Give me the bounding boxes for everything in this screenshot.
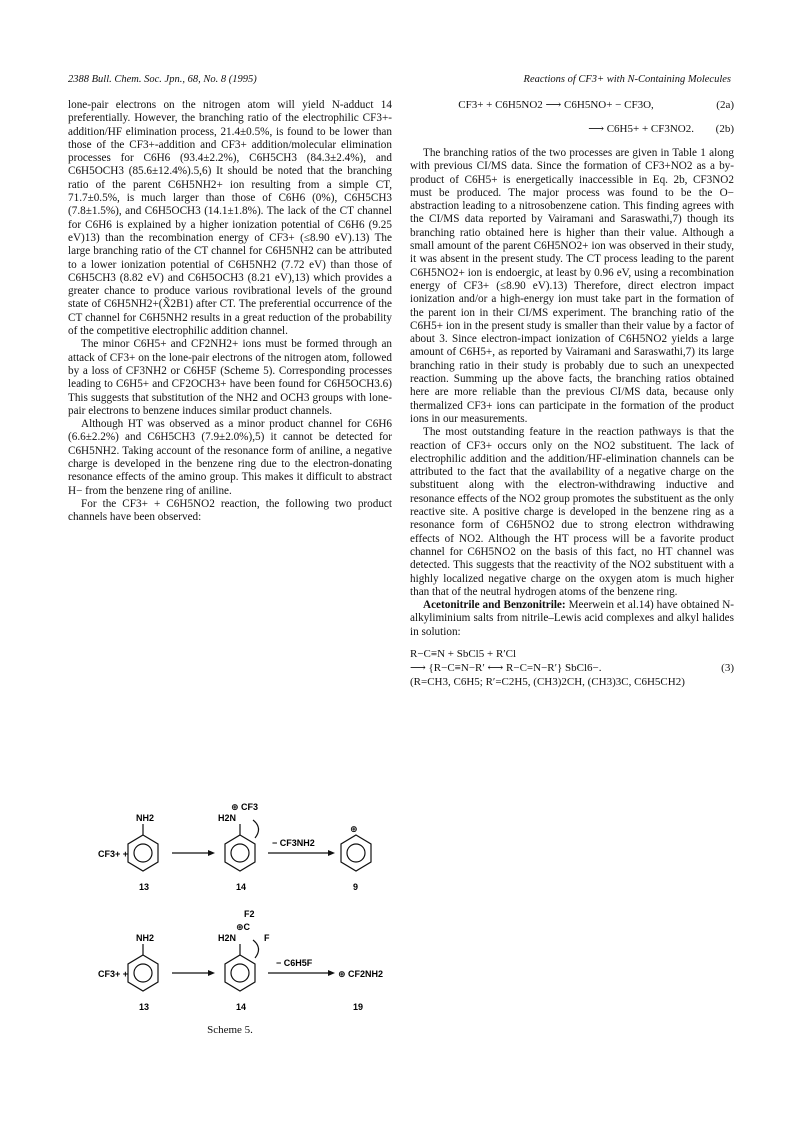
equation-number: (2b) <box>715 123 734 135</box>
substituent-label: F2 <box>244 909 255 919</box>
benzene-ring-9 <box>341 835 371 871</box>
substituent-label: F <box>264 933 270 943</box>
equation-text: CF3+ + C6H5NO2 ⟶ C6H5NO+ − CF3O, <box>458 99 654 111</box>
reagent-label: − CF3NH2 <box>272 838 315 848</box>
section-heading: Acetonitrile and Benzonitrile: <box>423 599 566 612</box>
reactant-label: CF3+ + <box>98 969 129 979</box>
paragraph: For the CF3+ + C6H5NO2 reaction, the following two product channels have been observed: <box>68 497 392 524</box>
page-header-left: 2388 Bull. Chem. Soc. Jpn., 68, No. 8 (1995) <box>68 74 257 85</box>
benzene-ring-13 <box>128 955 158 991</box>
substituent-label: H2N <box>218 813 237 823</box>
compound-number: 19 <box>353 1002 364 1012</box>
scheme-caption: Scheme 5. <box>207 1024 253 1036</box>
substituent-label: NH2 <box>136 813 155 823</box>
substituent-label: ⊕ CF3 <box>231 802 259 812</box>
reagent-label: − C6H5F <box>276 958 313 968</box>
substituent-label: ⊕C <box>236 922 251 932</box>
equation-number: (3) <box>721 661 734 674</box>
product-label: ⊕ <box>350 824 358 834</box>
benzene-ring-13 <box>128 835 158 871</box>
page-header-right: Reactions of CF3+ with N-Containing Molecules <box>523 74 731 85</box>
product-label: ⊕ CF2NH2 <box>338 969 384 979</box>
equation-2a <box>410 99 734 113</box>
benzene-ring-14 <box>225 955 255 991</box>
equation-2b <box>410 123 734 137</box>
equation-text: ⟶ C6H5+ + CF3NO2. <box>588 123 694 135</box>
equation-3 <box>410 647 734 689</box>
reactant-label: CF3+ + <box>98 849 129 859</box>
substituent-label: H2N <box>218 933 237 943</box>
compound-number: 14 <box>236 1002 247 1012</box>
compound-number: 9 <box>353 882 359 892</box>
left-column <box>68 99 392 525</box>
section-text: Meerwein et al.14) have obtained N-alkyliminium salts from nitrile–Lewis acid complexes and alkyl halides in solution: <box>410 599 734 638</box>
compound-number: 13 <box>139 1002 150 1012</box>
equation-note: (R=CH3, C6H5; R′=C2H5, (CH3)2CH, (CH3)3C, C6H5CH2) <box>410 675 685 688</box>
compound-number: 14 <box>236 882 247 892</box>
benzene-ring-14 <box>225 835 255 871</box>
paragraph: Although HT was observed as a minor product channel for C6H6 (6.6±2.2%) and C6H5CH3 (7.9±2.0%),5) it cannot be detected for C6H5NH2. Taking account of the resonance form of aniline, a negative charge is developed in the benzene ring due to the electron-donating resonance effects of the amino group. This makes it difficult to abstract H− from the benzene ring of aniline. <box>68 418 392 497</box>
paragraph: lone-pair electrons on the nitrogen atom will yield N-adduct 14 preferentially. However, the branching ratio of the electrophilic CF3+-addition/HF elimination process, 21.4±0.5%, is found to be lower than those of the CF3+-addition and CF3+ addition/molecular elimination processes for C6H6 (93.4±2.2%), C6H5CH3 (84.3±2.4%), and C6H5OCH3 (85.6±12.4%).5,6) It should be noted that the branching ratio of the parent C6H5NH2+ ion resulting from a simple CT, 71.7±0.5%, is much larger than those of C6H6 (0%), C6H5CH3 (7.8±1.5%), and C6H5OCH3 (14.1±1.8%). The lack of the CT channel for C6H6 is explained by a higher ionization potential of C6H6 (9.25 eV)13) than the recombination energy of CF3+ (≤8.90 eV).13) The large branching ratio of the CT channel for C6H5NH2 can be attributed to a lower ionization potential of C6H5NH2 (7.72 eV) than those of C6H5CH3 (8.82 eV) and C6H5OCH3 (8.21 eV),13) which provides a greater chance to produce various rovibrational levels of the ground state of C6H5NH2+(X̃2B1) after CT. The preferential occurrence of the CT channel for C6H5NH2 results in a great reduction of the probability of the competitive electrophilic addition channel. <box>68 99 392 338</box>
right-column <box>410 99 734 689</box>
paragraph: The branching ratios of the two processes are given in Table 1 along with previous CI/MS data. Since the formation of CF3+NO2 as a by-product of C6H5+ is energetically inaccessible in Eq. 2b, CF3NO2 must be produced. The major process was found to be the O− abstraction leading to a nitrosobenzene cation. This finding agrees with the CI/MS data reported by Vairamani and Saraswathi,7) though its branching ratio obtained here is higher than their value. Although a small amount of the parent C6H5NO2+ ion was observed in their study, it was absent in the present study. The CT process leading to the parent C6H5NO2+ ion is endoergic, at least by 0.96 eV, using a recombination energy of CF3+ (≤8.90 eV).13) Therefore, direct electron impact ionization and/or a high-energy ion must take part in the formation of the parent ion in their CI/MS experiment. The branching ratio of the C6H5+ ion in the present study is smaller than their value by a factor of about 3. Since electron-impact ionization of C6H5NO2 yields a large amount of C6H5+, as reported by Vairamani and Saraswathi,7) its large branching ratio in their study is probably due to such an unexpected reaction. Summing up the above facts, the branching ratios obtained here are more reliable than the previous CI/MS data, because only thermalized CF3+ ions can participate in the formation of the product ions in our measurements. <box>410 147 734 425</box>
substituent-label: NH2 <box>136 933 155 943</box>
equation-number: (2a) <box>716 99 734 111</box>
scheme-5-figure <box>68 780 392 1042</box>
paragraph: The minor C6H5+ and CF2NH2+ ions must be formed through an attack of CF3+ on the lone-pair electrons of the nitrogen atom, followed by a loss of CF3NH2 or C6H5F (Scheme 5). Corresponding processes leading to C6H5+ and CF2OCH3+ have been found for C6H5OCH3.6) This suggests that substitution of the NH2 and OCH3 groups with lone-pair electrons to benzene induces similar product channels. <box>68 338 392 417</box>
equation-line: R−C≡N + SbCl5 + R′Cl <box>410 647 517 660</box>
equation-line: ⟶ {R−C≡N−R′ ⟷ R−C=N−R′} SbCl6−. <box>410 661 602 674</box>
section-paragraph <box>410 599 734 639</box>
compound-number: 13 <box>139 882 150 892</box>
paragraph: The most outstanding feature in the reaction pathways is that the reaction of CF3+ occurs only on the NO2 substituent. The lack of electrophilic addition and the addition/HF-elimination channels can be attributed to the fact that the availability of a negative charge on the substituent along with the electron-withdrawing inductive and resonance effects of the NO2 group promotes the substituent as the only reactive site. A positive charge is developed in the benzene ring as a resonance form of C6H5NO2 due to strong electron withdrawing effects of NO2. Although the HT process will be a favorite product channel for C6H5NO2 on the basis of this fact, no HT channel was detected. This suggests that the reactivity of the NO2 substituent with a highly localized negative charge on the oxygen atom is much higher than that of the neutral hydrogen atoms of the benzene ring. <box>410 426 734 598</box>
